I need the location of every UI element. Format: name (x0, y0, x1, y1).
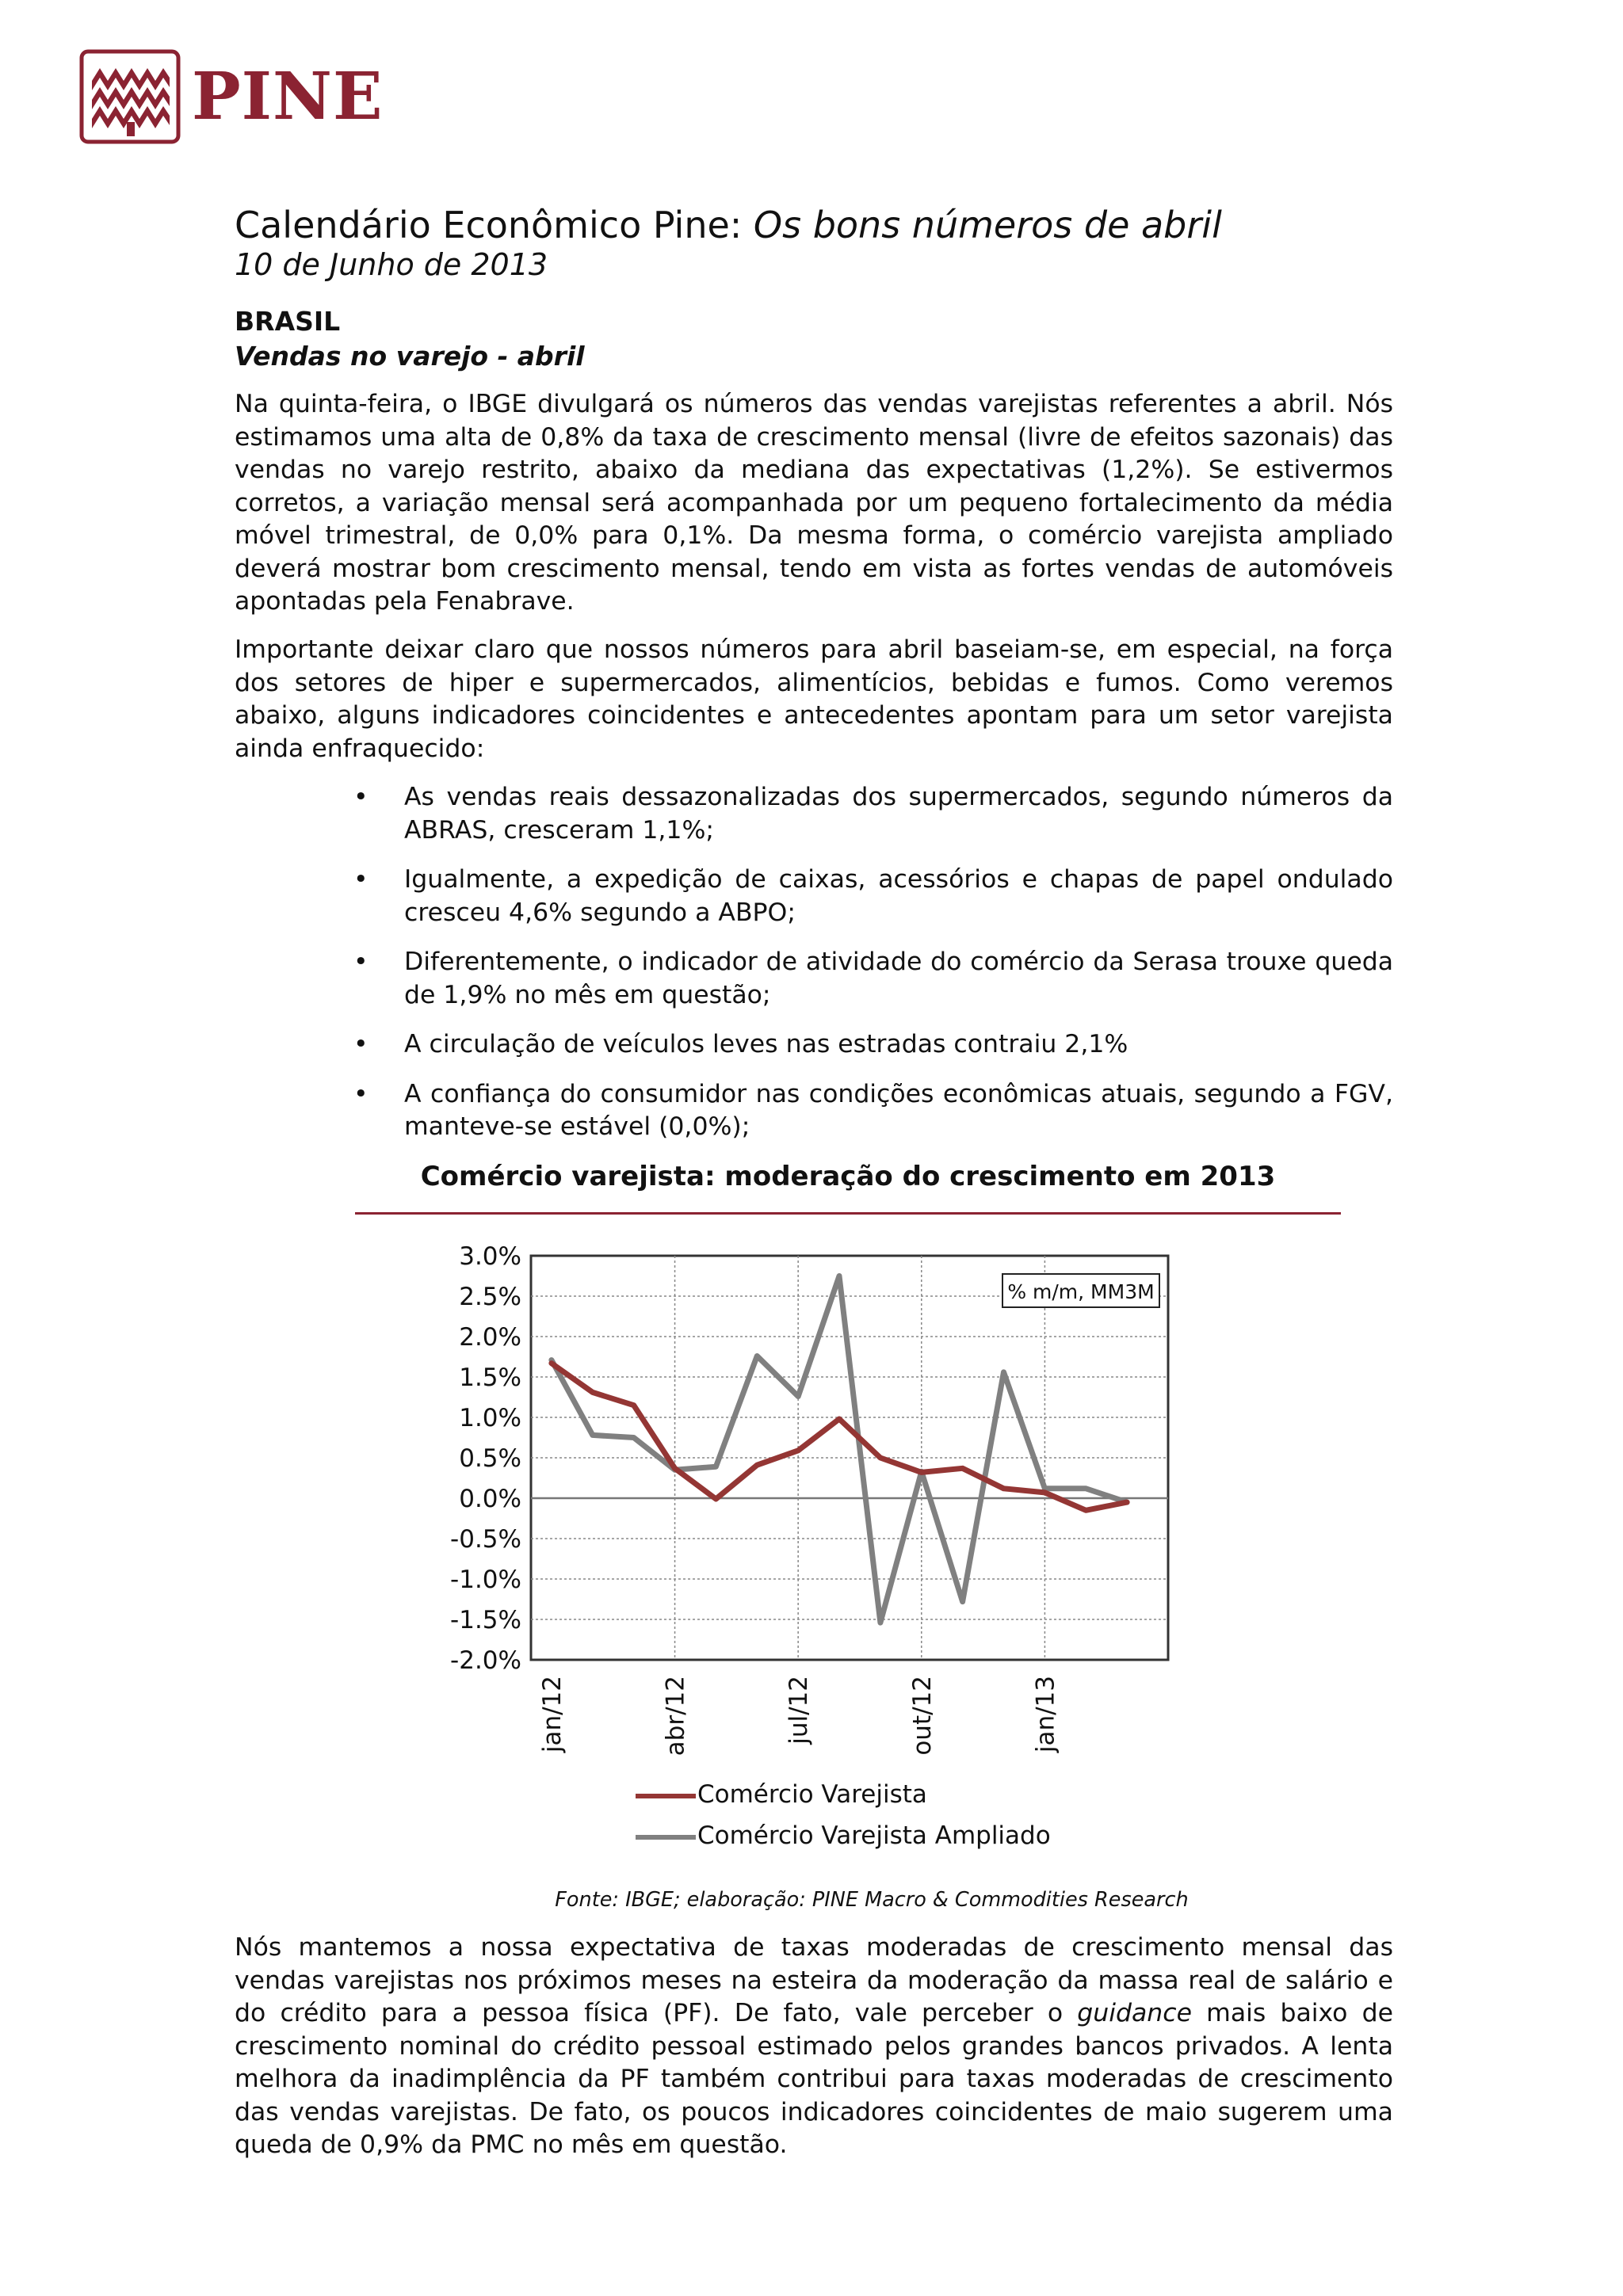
closing-text-before: Nós mantemos a nossa expectativa de taxas moderadas de crescimento mensal das vendas varejistas nos próximos meses na esteira da moderação da massa real de salário e do crédito para a pessoa física (PF). De fato, vale perceber o (235, 1933, 1393, 2027)
x-tick-label: abr/12 (661, 1676, 690, 1756)
bullet-text: Igualmente, a expedição de caixas, acessórios e chapas de papel ondulado cresceu 4,6% segundo a ABPO; (404, 865, 1393, 927)
legend-swatch-ampliado (636, 1835, 696, 1840)
bullet-item (235, 781, 1393, 847)
paragraph-1: Na quinta-feira, o IBGE divulgará os números das vendas varejistas referentes a abril. Nós estimamos uma alta de 0,8% da taxa de crescimento mensal (livre de efeitos sazonais) das vendas no varejo restrito, abaixo da mediana das expectativas (1,2%). Se estivermos corretos, a variação mensal será acompanhada por um pequeno fortalecimento da média móvel trimestral, de 0,0% para 0,1%. Da mesma forma, o comércio varejista ampliado deverá mostrar bom crescimento mensal, tendo em vista as fortes vendas de automóveis apontadas pela Fenabrave. (235, 390, 1393, 616)
bullet-item (235, 864, 1393, 929)
closing-text-emphasis: guidance (1077, 1999, 1192, 2027)
chart-title: Comércio varejista: moderação do crescimento em 2013 (420, 1161, 1276, 1192)
retail-growth-line-chart (412, 1236, 1205, 1775)
y-tick-label: -2.0% (450, 1646, 521, 1675)
y-tick-label: 2.5% (459, 1283, 521, 1311)
pine-logo-wordmark: PINE (192, 59, 384, 135)
bullet-text: A confiança do consumidor nas condições econômicas atuais, segundo a FGV, manteve-se estável (0,0%); (404, 1079, 1393, 1141)
bullet-item (235, 1028, 1393, 1062)
y-tick-label: 0.5% (459, 1444, 521, 1473)
bullet-icon: • (353, 783, 369, 811)
y-tick-label: 0.0% (459, 1485, 521, 1513)
legend-label-ampliado: Comércio Varejista Ampliado (697, 1821, 1051, 1850)
x-tick-label: jan/13 (1031, 1676, 1060, 1753)
chart-source-note: Fonte: IBGE; elaboração: PINE Macro & Commodities Research (555, 1888, 1189, 1912)
paragraph-2: Importante deixar claro que nossos números para abril baseiam-se, em especial, na força dos setores de hiper e supermercados, alimentícios, bebidas e fumos. Como veremos abaixo, alguns indicadores coincidentes e antecedentes apontam para um setor varejista ainda enfraquecido: (235, 635, 1393, 763)
indicator-bullet-list (235, 781, 1393, 1161)
bullet-text: Diferentemente, o indicador de atividade do comércio da Serasa trouxe queda de 1,9% no mês em questão; (404, 948, 1393, 1009)
paragraph-closing (235, 1932, 1393, 2162)
bullet-item (235, 1078, 1393, 1144)
y-tick-label: -1.0% (450, 1566, 521, 1594)
bullet-icon: • (353, 948, 369, 976)
bullet-text: A circulação de veículos leves nas estradas contraiu 2,1% (404, 1030, 1128, 1058)
closing-text-after: mais baixo de crescimento nominal do crédito pessoal estimado pelos grandes bancos privados. A lenta melhora da inadimplência da PF também contribui para taxas moderadas de crescimento das vendas varejistas. De fato, os poucos indicadores coincidentes de maio sugerem uma queda de 0,9% da PMC no mês em questão. (235, 1999, 1393, 2159)
bullet-icon: • (353, 1079, 369, 1108)
document-title (235, 201, 1393, 249)
bullet-icon: • (353, 1030, 369, 1058)
x-tick-label: jan/12 (537, 1676, 567, 1753)
y-tick-label: 3.0% (459, 1242, 521, 1271)
title-main: Calendário Econômico Pine: (235, 204, 754, 246)
chart-annotation: % m/m, MM3M (1007, 1280, 1155, 1303)
y-tick-label: -1.5% (450, 1606, 521, 1634)
bullet-icon: • (353, 865, 369, 894)
section-subheading: Vendas no varejo - abril (235, 341, 585, 372)
pine-logo-icon (79, 49, 181, 144)
x-tick-label: jul/12 (785, 1676, 814, 1745)
y-tick-label: 2.0% (459, 1323, 521, 1352)
chart-title-rule (355, 1212, 1341, 1215)
y-tick-label: -0.5% (450, 1525, 521, 1554)
bullet-text: As vendas reais dessazonalizadas dos supermercados, segundo números da ABRAS, cresceram 1,1%; (404, 783, 1393, 845)
section-heading: BRASIL (235, 306, 341, 337)
document-date: 10 de Junho de 2013 (235, 247, 548, 282)
x-tick-label: out/12 (907, 1676, 937, 1756)
y-tick-label: 1.0% (459, 1404, 521, 1432)
bullet-item (235, 946, 1393, 1012)
legend-swatch-varejista (636, 1794, 696, 1798)
legend-label-varejista: Comércio Varejista (697, 1780, 927, 1809)
title-emphasis: Os bons números de abril (753, 204, 1222, 246)
y-tick-label: 1.5% (459, 1363, 521, 1392)
